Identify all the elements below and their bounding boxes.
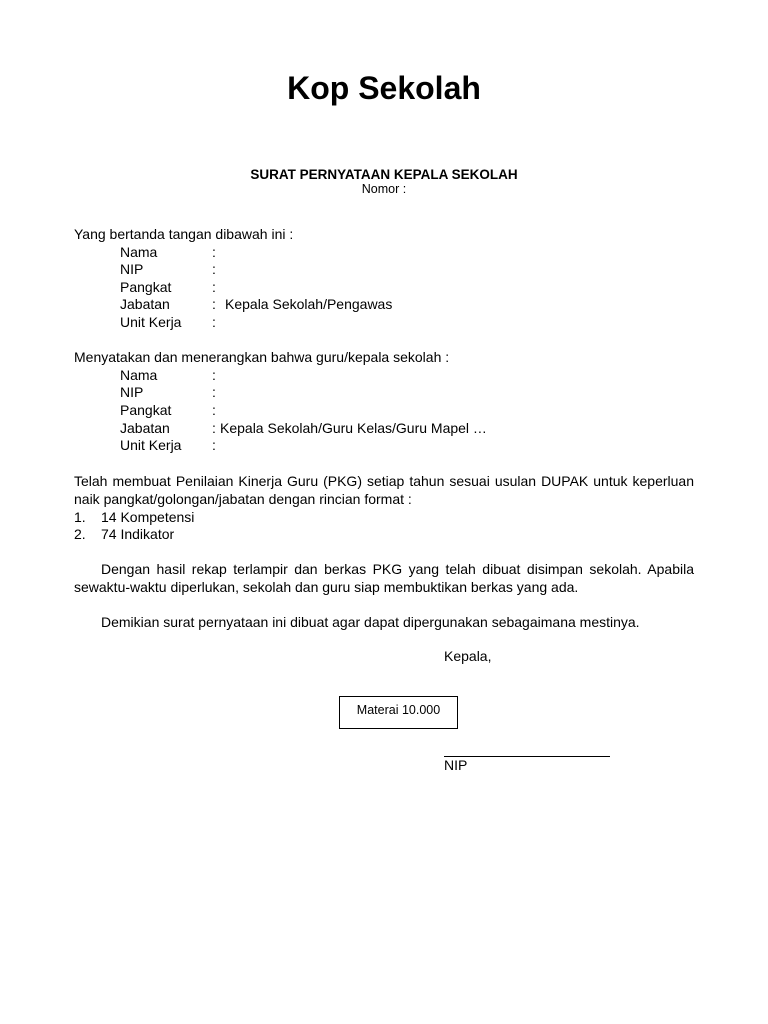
field-colon: : (212, 384, 216, 400)
list-text: 74 Indikator (101, 526, 175, 542)
field-label: Pangkat (120, 279, 172, 295)
field-label: Nama (120, 244, 158, 260)
section2-intro: Menyatakan dan menerangkan bahwa guru/kepala sekolah : (74, 349, 450, 365)
field-label: Jabatan (120, 420, 170, 436)
field-label: NIP (120, 261, 144, 277)
field-label: Nama (120, 367, 158, 383)
section1-intro: Yang bertanda tangan dibawah ini : (74, 226, 294, 242)
field-value: Kepala Sekolah/Guru Kelas/Guru Mapel … (220, 420, 487, 436)
paragraph-pkg: Telah membuat Penilaian Kinerja Guru (PKG) setiap tahun sesuai usulan DUPAK untuk keperluan naik pangkat/golongan/jabatan dengan rincian format : (74, 473, 694, 507)
field-colon: : (212, 279, 216, 295)
field-colon: : (212, 244, 216, 260)
field-value: Kepala Sekolah/Pengawas (225, 296, 393, 312)
field-colon: : (212, 296, 216, 312)
signature-nip-label: NIP (444, 757, 468, 773)
list-number: 2. (74, 526, 86, 542)
field-label: Unit Kerja (120, 437, 182, 453)
letterhead: Kop Sekolah (287, 70, 481, 106)
field-label: Jabatan (120, 296, 170, 312)
field-colon: : (212, 437, 216, 453)
field-label: NIP (120, 384, 144, 400)
document-title: SURAT PERNYATAAN KEPALA SEKOLAH (250, 167, 518, 182)
field-label: Pangkat (120, 402, 172, 418)
field-colon: : (212, 420, 216, 436)
paragraph-closing: Demikian surat pernyataan ini dibuat agar dapat dipergunakan sebagaimana mestinya. (101, 614, 640, 630)
field-colon: : (212, 314, 216, 330)
list-text: 14 Kompetensi (101, 509, 195, 525)
list-number: 1. (74, 509, 86, 525)
field-colon: : (212, 367, 216, 383)
document-number: Nomor : (361, 182, 407, 196)
stamp-box: Materai 10.000 (339, 696, 458, 729)
paragraph-rekap: Dengan hasil rekap terlampir dan berkas PKG yang telah dibuat disimpan sekolah. Apabila sewaktu-waktu diperlukan, sekolah dan guru siap membuktikan berkas yang ada. (74, 561, 694, 595)
field-colon: : (212, 402, 216, 418)
signature-closing: Kepala, (444, 648, 492, 664)
field-colon: : (212, 261, 216, 277)
field-label: Unit Kerja (120, 314, 182, 330)
signature-line (444, 756, 610, 757)
